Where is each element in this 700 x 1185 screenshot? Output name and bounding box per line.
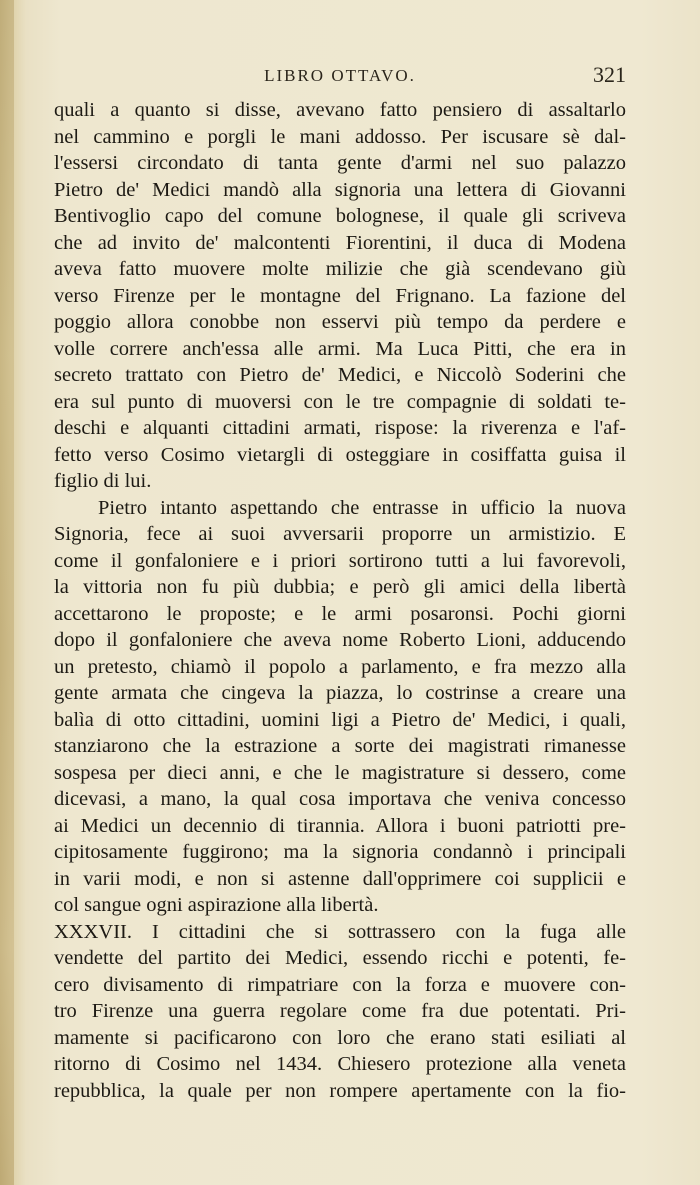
text-line: vendette del partito dei Medici, essendo ricchi e potenti, fe- (54, 947, 626, 969)
text-line: ritorno di Cosimo nel 1434. Chiesero protezione alla veneta (54, 1053, 626, 1075)
paragraph-start-line: Pietro intanto aspettando che entrasse in ufficio la nuova (98, 496, 626, 519)
text-line: nel cammino e porgli le mani addosso. Per iscusare sè dal- (54, 125, 626, 148)
page-header (54, 62, 626, 92)
text-line: quali a quanto si disse, avevano fatto pensiero di assaltarlo (54, 99, 626, 121)
text-line: verso Firenze per le montagne del Frignano. La fazione del (54, 284, 626, 307)
text-line: stanziarono che la estrazione a sorte dei magistrati rimanesse (54, 735, 626, 757)
text-line: cero divisamento di rimpatriare con la forza e muovere con- (54, 973, 626, 996)
body-text (54, 97, 626, 1104)
text-line: ai Medici un decennio di tirannia. Allora i buoni patriotti pre- (54, 814, 626, 837)
text-line: dopo il gonfaloniere che aveva nome Roberto Lioni, adducendo (54, 629, 626, 651)
text-line: balìa di otto cittadini, uomini ligi a Pietro de' Medici, i quali, (54, 708, 626, 731)
text-line: mamente si pacificarono con loro che erano stati esiliati al (54, 1026, 626, 1049)
page-gutter (0, 0, 14, 1185)
text-line: sospesa per dieci anni, e che le magistrature si dessero, come (54, 761, 626, 784)
text-line: volle correre anch'essa alle armi. Ma Luca Pitti, che era in (54, 337, 626, 360)
text-line: fetto verso Cosimo vietargli di osteggiare in cosiffatta guisa il (54, 443, 626, 466)
text-line: cipitosamente fuggirono; ma la signoria condannò i principali (54, 841, 626, 863)
text-line: in varii modi, e non si astenne dall'opprimere coi supplicii e (54, 867, 626, 890)
page-number: 321 (593, 62, 626, 87)
text-line: repubblica, la quale per non rompere apertamente con la fio- (54, 1079, 626, 1102)
text-line: accettarono le proposte; e le armi posaronsi. Pochi giorni (54, 602, 626, 625)
text-line: tro Firenze una guerra regolare come fra due potentati. Pri- (54, 1000, 626, 1022)
text-line: dicevasi, a mano, la qual cosa importava che veniva concesso (54, 788, 626, 810)
running-head: LIBRO OTTAVO. (264, 66, 416, 85)
text-line: poggio allora conobbe non esservi più tempo da perdere e (54, 311, 626, 333)
text-line: deschi e alquanti cittadini armati, rispose: la riverenza e l'af- (54, 417, 626, 439)
paragraph-end-line: figlio di lui. (54, 470, 152, 492)
text-line: aveva fatto muovere molte milizie che già scendevano giù (54, 258, 626, 280)
text-line: come il gonfaloniere e i priori sortirono tutti a lui favorevoli, (54, 549, 626, 572)
text-line: era sul punto di muoversi con le tre compagnie di soldati te- (54, 390, 626, 413)
section-start-line: XXXVII. I cittadini che si sottrassero con la fuga alle (54, 920, 626, 943)
text-line: l'essersi circondato di tanta gente d'armi nel suo palazzo (54, 152, 626, 174)
text-line: secreto trattato con Pietro de' Medici, e Niccolò Soderini che (54, 364, 626, 386)
text-line: Pietro de' Medici mandò alla signoria una lettera di Giovanni (54, 178, 626, 201)
text-line: gente armata che cingeva la piazza, lo costrinse a creare una (54, 682, 626, 704)
text-line: Bentivoglio capo del comune bolognese, il quale gli scriveva (54, 205, 626, 227)
text-line: un pretesto, chiamò il popolo a parlamento, e fra mezzo alla (54, 655, 626, 678)
text-line: Signoria, fece ai suoi avversarii proporre un armistizio. E (54, 523, 626, 545)
text-line: la vittoria non fu più dubbia; e però gli amici della libertà (54, 576, 626, 598)
paragraph-end-line: col sangue ogni aspirazione alla libertà. (54, 894, 379, 916)
text-line: che ad invito de' malcontenti Fiorentini, il duca di Modena (54, 231, 626, 254)
